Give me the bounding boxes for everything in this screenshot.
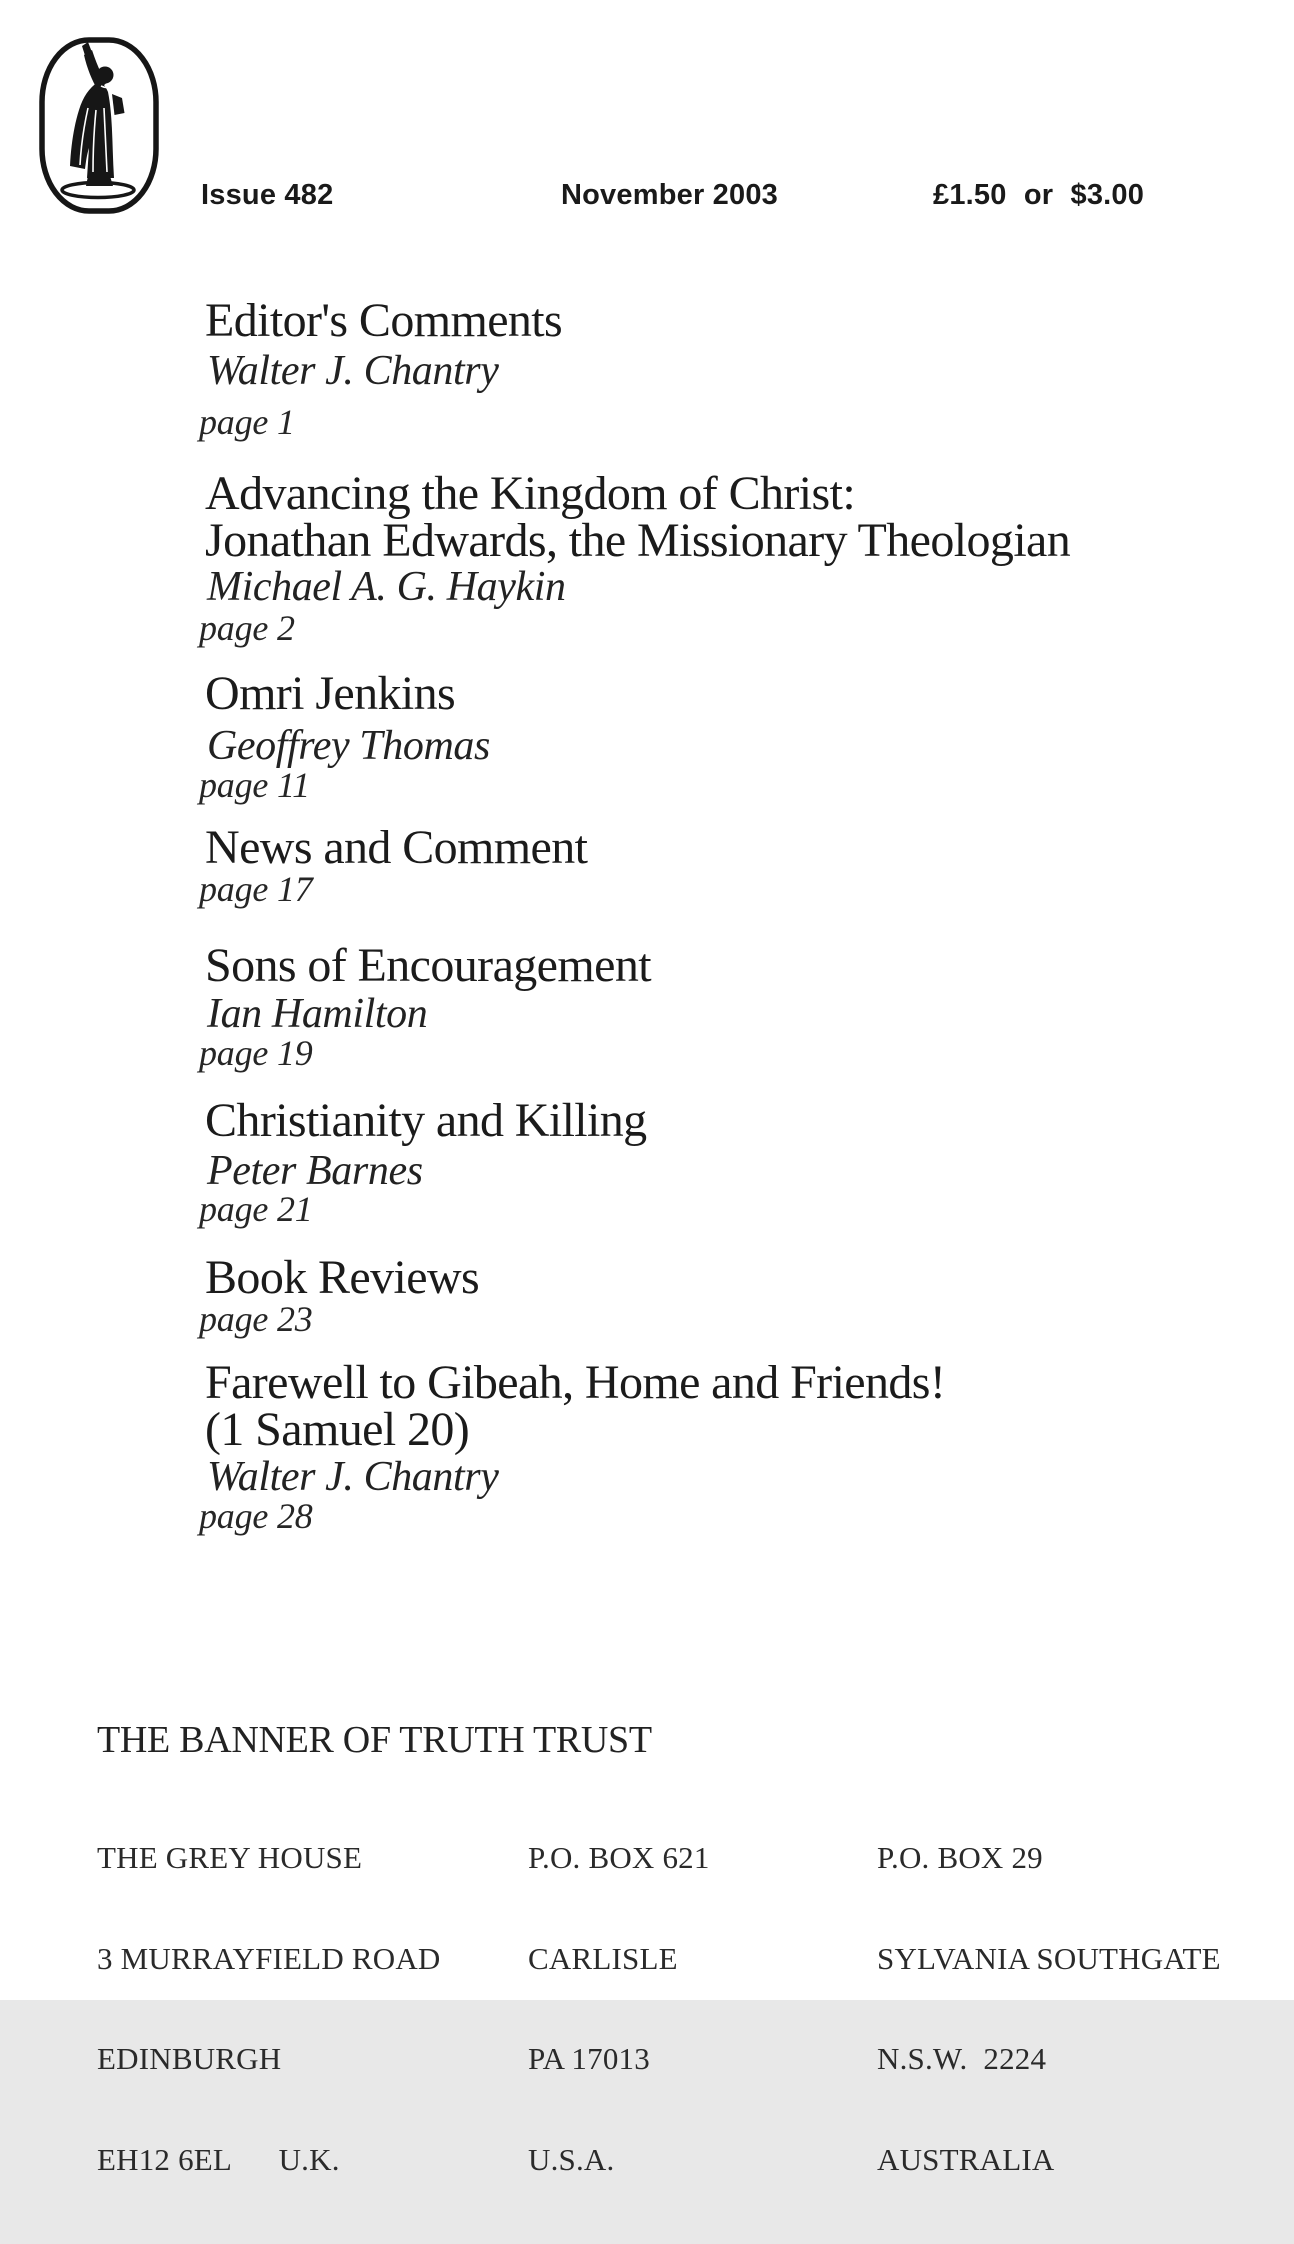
article-page: page 11 bbox=[199, 765, 310, 805]
address-column-uk bbox=[97, 1774, 441, 2243]
article-page: page 19 bbox=[199, 1033, 313, 1073]
address-line: PA 17013 bbox=[528, 2041, 650, 2076]
address-line: EH12 6EL U.K. bbox=[97, 2141, 340, 2177]
address-line: 3 MURRAYFIELD ROAD bbox=[97, 1940, 441, 1976]
article-author: Walter J. Chantry bbox=[207, 1454, 499, 1500]
address-line: N.S.W. 2224 bbox=[877, 2041, 1047, 2076]
banner-of-truth-preacher-logo-icon bbox=[38, 36, 160, 215]
address-column-australia bbox=[877, 1774, 1221, 2243]
article-title: Sons of Encouragement bbox=[205, 939, 651, 992]
article-title: Jonathan Edwards, the Missionary Theologian bbox=[205, 514, 1071, 567]
article-title: (1 Samuel 20) bbox=[205, 1403, 470, 1456]
address-line: EDINBURGH bbox=[97, 2041, 282, 2076]
article-page: page 1 bbox=[199, 402, 295, 442]
article-title: Omri Jenkins bbox=[205, 667, 456, 720]
address-line: AUSTRALIA bbox=[877, 2141, 1055, 2177]
article-author: Geoffrey Thomas bbox=[207, 723, 490, 769]
publisher-name: THE BANNER OF TRUTH TRUST bbox=[97, 1719, 652, 1761]
issue-price: £1.50 or $3.00 bbox=[933, 179, 1145, 211]
article-author: Ian Hamilton bbox=[207, 991, 428, 1037]
article-title: News and Comment bbox=[205, 821, 588, 874]
address-line: SYLVANIA SOUTHGATE bbox=[877, 1940, 1221, 1976]
address-column-usa bbox=[528, 1774, 710, 2243]
issue-date: November 2003 bbox=[561, 179, 778, 211]
article-title: Editor's Comments bbox=[205, 294, 563, 347]
article-title: Book Reviews bbox=[205, 1251, 480, 1304]
article-page: page 17 bbox=[199, 869, 313, 909]
address-line: P.O. BOX 29 bbox=[877, 1840, 1043, 1875]
article-page: page 2 bbox=[199, 608, 295, 648]
issue-number: Issue 482 bbox=[201, 179, 334, 211]
article-author: Michael A. G. Haykin bbox=[207, 564, 566, 610]
address-line: THE GREY HOUSE bbox=[97, 1840, 363, 1875]
address-line: U.S.A. bbox=[528, 2141, 615, 2177]
article-title: Advancing the Kingdom of Christ: bbox=[205, 467, 856, 520]
article-title: Farewell to Gibeah, Home and Friends! bbox=[205, 1356, 946, 1409]
article-author: Walter J. Chantry bbox=[207, 348, 499, 394]
article-page: page 23 bbox=[199, 1299, 313, 1339]
address-line: CARLISLE bbox=[528, 1940, 678, 1976]
article-title: Christianity and Killing bbox=[205, 1094, 647, 1147]
article-page: page 21 bbox=[199, 1189, 313, 1229]
article-author: Peter Barnes bbox=[207, 1148, 423, 1194]
article-page: page 28 bbox=[199, 1496, 313, 1536]
address-line: P.O. BOX 621 bbox=[528, 1840, 710, 1875]
